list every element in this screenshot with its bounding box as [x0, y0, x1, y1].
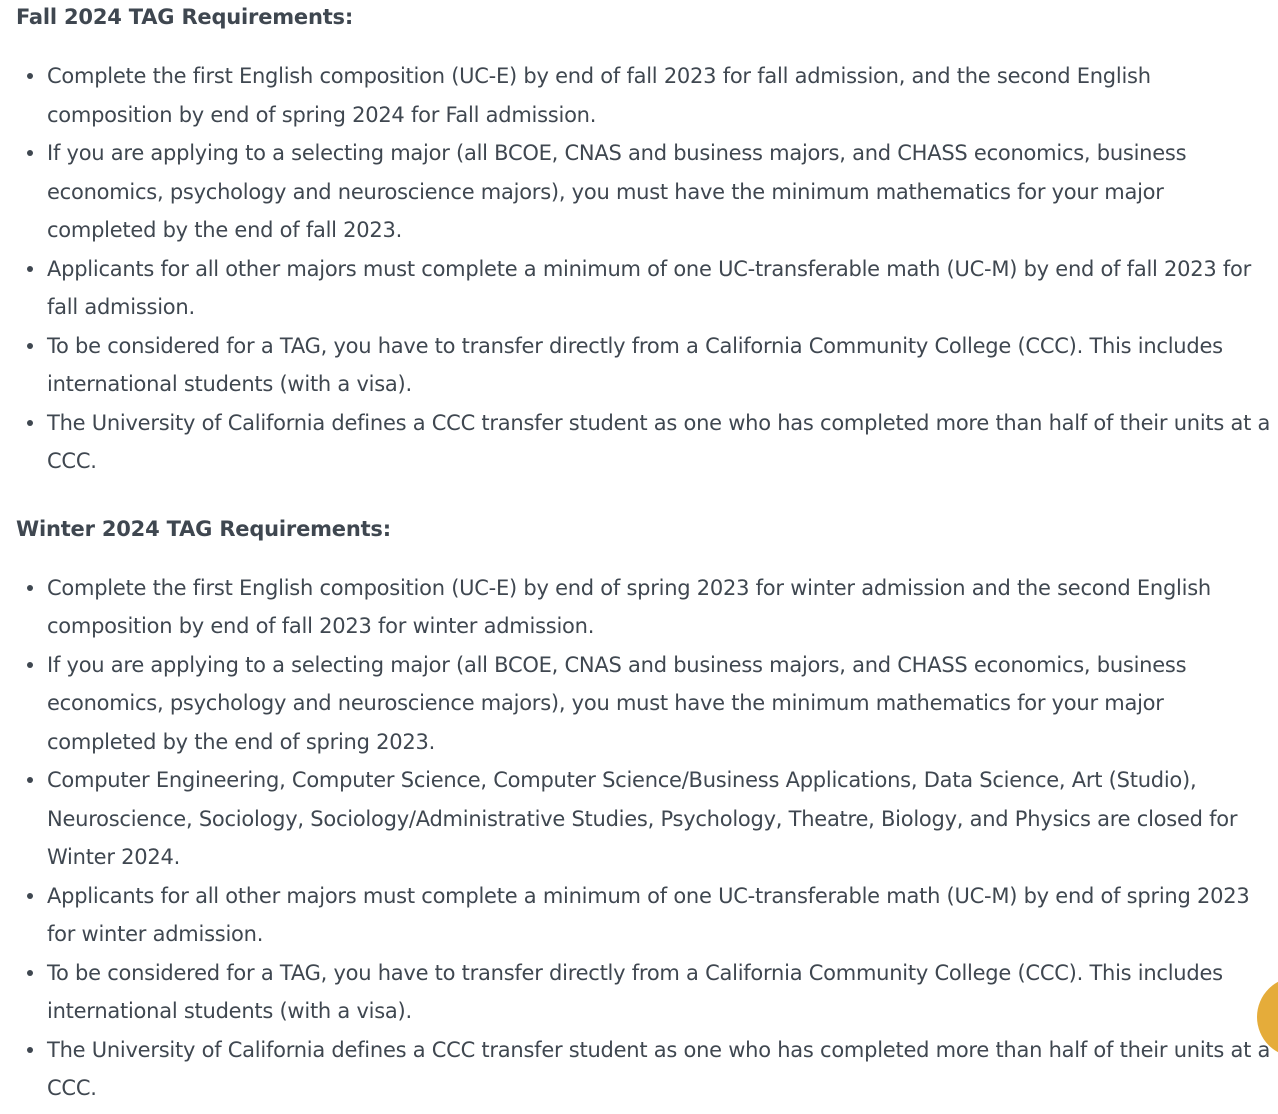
- page-content: [16, 0, 1278, 1108]
- winter-2024-heading: Winter 2024 TAG Requirements:: [16, 516, 391, 541]
- winter-requirements-list: [16, 569, 1278, 1108]
- list-item: If you are applying to a selecting major (all BCOE, CNAS and business majors, and CHASS economics, business economics, psychology and neuroscience majors), you must have the minimum mathematics for your major completed by the end of spring 2023.: [16, 646, 1278, 762]
- list-item: The University of California defines a CCC transfer student as one who has completed more than half of their units at a CCC.: [16, 404, 1278, 481]
- list-item: Applicants for all other majors must complete a minimum of one UC-transferable math (UC-M) by end of fall 2023 for fall admission.: [16, 250, 1278, 327]
- list-item: Computer Engineering, Computer Science, Computer Science/Business Applications, Data Science, Art (Studio), Neuroscience, Sociology, Sociology/Administrative Studies, Psychology, Theatre, Biology, and Physics are closed for Winter 2024.: [16, 761, 1278, 877]
- list-item: Complete the first English composition (UC-E) by end of spring 2023 for winter admission and the second English composition by end of fall 2023 for winter admission.: [16, 569, 1278, 646]
- fall-2024-heading: Fall 2024 TAG Requirements:: [16, 5, 354, 29]
- list-item: To be considered for a TAG, you have to transfer directly from a California Community College (CCC). This includes international students (with a visa).: [16, 954, 1278, 1031]
- list-item: Applicants for all other majors must complete a minimum of one UC-transferable math (UC-M) by end of spring 2023 for winter admission.: [16, 877, 1278, 954]
- list-item: If you are applying to a selecting major (all BCOE, CNAS and business majors, and CHASS economics, business economics, psychology and neuroscience majors), you must have the minimum mathematics for your major completed by the end of fall 2023.: [16, 134, 1278, 250]
- fall-requirements-list: [16, 57, 1278, 481]
- list-item: To be considered for a TAG, you have to transfer directly from a California Community College (CCC). This includes international students (with a visa).: [16, 327, 1278, 404]
- list-item: The University of California defines a CCC transfer student as one who has completed more than half of their units at a CCC.: [16, 1031, 1278, 1108]
- list-item: Complete the first English composition (UC-E) by end of fall 2023 for fall admission, and the second English composition by end of spring 2024 for Fall admission.: [16, 57, 1278, 134]
